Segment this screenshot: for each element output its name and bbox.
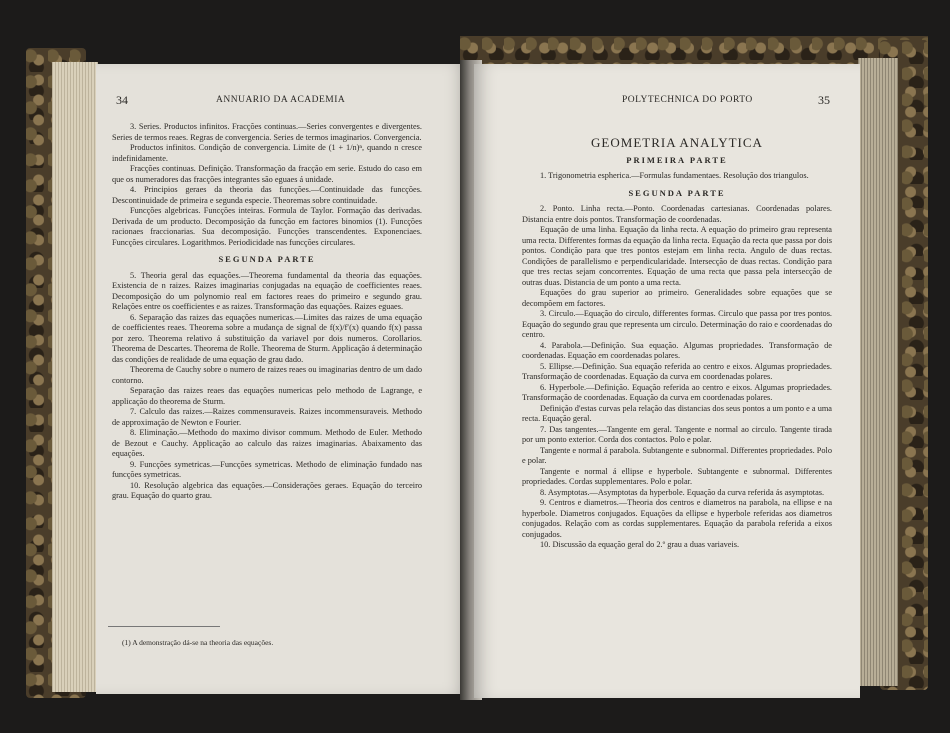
- page-edges-right: [858, 58, 898, 686]
- paragraph: 4. Principios geraes da theoria das funcções.—Continuidade das funcções. Descontinuidade de primeira e segunda especie. Theoremas sobre continuidade.: [112, 185, 422, 205]
- paragraph: Productos infinitos. Condição de convergencia. Limite de (1 + 1/n)ⁿ, quando n cresce indefinidamente.: [112, 143, 422, 163]
- paragraph: Equações do grau superior ao primeiro. Generalidades sobre equações que se decompõem em factores.: [522, 288, 832, 308]
- paragraph: 6. Separação das raizes das equações numericas.—Limites das raizes de uma equação de coefficientes reaes. Theorema sobre a mudança de signal de f(x)/f′(x) quando f(x) passa por zero. Theorema relativo á substituição da variavel por dois numeros. Corollarios. Theorema de Descartes. Theorema de Rolle. Theorema de Sturm. Applicação á determinação das condições de realidade de uma equação de grau dado.: [112, 312, 422, 364]
- paragraph: Funcções algebricas. Funcções inteiras. Formula de Taylor. Formação das derivadas. Derivada de um producto. Decomposição da funcção em factores binomios (1). Funcções racionaes fraccionarias. Sua decomposição. Funcções transcendentes. Exponenciaes. Funcções circulares. Logarithmos. Periodicidade nas funcções circulares.: [112, 206, 422, 247]
- paragraph: 8. Asymptotas.—Asymptotas da hyperbole. Equação da curva referida ás asymptotas.: [540, 487, 825, 497]
- paragraph: Fracções continuas. Definição. Transformação da fracção em serie. Estudo do caso em que os numeradores das fracções integrantes são eguaes á unidade.: [112, 164, 422, 184]
- running-header: ANNUARIO DA ACADEMIA: [216, 95, 346, 105]
- paragraph: 4. Parabola.—Definição. Sua equação. Algumas propriedades. Transformação de coordenadas. Equação em coordenadas polares.: [522, 340, 832, 360]
- paragraph: 10. Discussão da equação geral do 2.º grau a duas variaveis.: [540, 540, 740, 549]
- paragraph: Definição d'estas curvas pela relação das distancias dos seus pontos a um ponto e a uma recta. Equação geral.: [522, 403, 832, 423]
- page-number: 35: [818, 93, 830, 107]
- paragraph: 6. Hyperbole.—Definição. Equação referida ao centro e eixos. Algumas propriedades. Transformação de coordenadas. Equação da curva em coordenadas polares.: [522, 382, 832, 402]
- paragraph: 9. Centros e diametros.—Theoria dos centros e diametros na parabola, na ellipse e na hyperbole. Diametros conjugados. Equações da ellipse e hyperbole referidas aos diametros conjugados. Relação com as cordas supplementares. Equação da parabola referida a eixos conjugados.: [522, 498, 832, 539]
- footnote: (1) A demonstração dá-se na theoria das equações.: [122, 638, 274, 647]
- page-edges-left: [52, 62, 98, 692]
- paragraph: 3. Circulo.—Equação do circulo, differentes formas. Circulo que passa por tres pontos. Equação do segundo grau que representa um circulo. Determinação do raio e coordenadas do centro.: [522, 309, 832, 339]
- paragraph: 5. Theoria geral das equações.—Theorema fundamental da theoria das equações. Existencia de n raizes. Raizes imaginarias conjugadas na equação de coefficientes reaes. Decomposição do um polynomio real em factores reaes do primeiro e segundo grau. Relações entre os coefficientes e as raizes. Transformação das equações. Raizes eguaes.: [112, 270, 422, 311]
- right-body: [522, 135, 832, 551]
- left-body: [112, 122, 422, 502]
- running-header: POLYTECHNICA DO PORTO: [622, 95, 753, 105]
- paragraph: 8. Eliminação.—Methodo do maximo divisor commum. Methodo de Euler. Methodo de Bezout e Cauchy. Applicação ao calculo das raizes imaginarias. Abaixamento das equações.: [112, 428, 422, 458]
- paragraph: Separação das raizes reaes das equações numericas pelo methodo de Lagrange, e applicação do theorema de Sturm.: [112, 386, 422, 406]
- part-title: PRIMEIRA PARTE: [626, 154, 728, 165]
- paragraph: 1. Trigonometria espherica.—Formulas fundamentaes. Resolução dos triangulos.: [540, 171, 809, 180]
- paragraph: 2. Ponto. Linha recta.—Ponto. Coordenadas cartesianas. Coordenadas polares. Distancia entre dois pontos. Transformação de coordenadas.: [522, 204, 832, 224]
- right-page: [474, 64, 860, 698]
- part-title: SEGUNDA PARTE: [628, 187, 726, 198]
- paragraph: 7. Das tangentes.—Tangente em geral. Tangente e normal ao circulo. Tangente tirada por um ponto exterior. Corda dos contactos. Polo e polar.: [522, 424, 832, 444]
- page-number: 34: [116, 93, 128, 107]
- paragraph: Theorema de Cauchy sobre o numero de raizes reaes ou imaginarias dentro de um dado contorno.: [112, 365, 422, 385]
- footnote-rule: [108, 626, 220, 627]
- section-title: SEGUNDA PARTE: [218, 254, 316, 264]
- paragraph: 3. Series. Productos infinitos. Fracções continuas.—Series convergentes e divergentes. Series de termos reaes. Regras de convergencia. Series de termos imaginarios. Convergencia.: [112, 122, 422, 142]
- left-page: [96, 64, 468, 694]
- paragraph: 9. Funcções symetricas.—Funcções symetricas. Methodo de eliminação fundado nas funcções symetricas.: [112, 459, 422, 479]
- paragraph: 7. Calculo das raizes.—Raizes commensuraveis. Raizes incommensuraveis. Methodo de approximação de Newton e Fourier.: [112, 407, 422, 427]
- paragraph: Tangente e normal á ellipse e hyperbole. Subtangente e subnormal. Differentes propriedades. Cordas supplementares. Polo e polar.: [522, 466, 832, 486]
- paragraph: 10. Resolução algebrica das equações.—Considerações geraes. Equação do terceiro grau. Equação do quarto grau.: [112, 480, 422, 500]
- chapter-title: GEOMETRIA ANALYTICA: [591, 135, 763, 150]
- paragraph: Equação de uma linha. Equação da linha recta. A equação do primeiro grau representa uma recta. Differentes formas da equação da linha recta. Equação da recta que passa por dois pontos. Condição para que tres pontos estejam em linha recta. Angulo de duas rectas. Condições de parallelismo e perpendicularidade. Intersecção de duas rectas. Condição para que tres rectas sejam concorrentes. Equação de uma recta que passa pela intersecção de outras duas. Distancia de um ponto a uma recta.: [522, 225, 832, 287]
- paragraph: Tangente e normal á parabola. Subtangente e subnormal. Differentes propriedades. Polo e polar.: [522, 445, 832, 465]
- paragraph: 5. Ellipse.—Definição. Sua equação referida ao centro e eixos. Algumas propriedades. Transformação de coordenadas. Equação da curva em coordenadas polares.: [522, 361, 832, 381]
